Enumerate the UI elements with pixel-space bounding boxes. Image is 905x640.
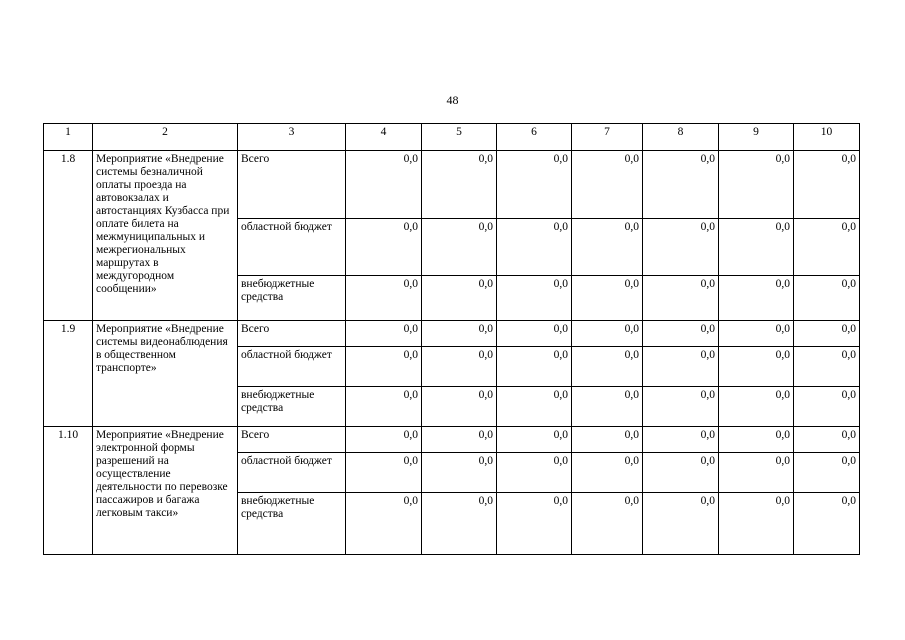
table-row [44, 151, 860, 219]
value-cell: 0,0 [643, 321, 719, 347]
source-label: Всего [238, 427, 346, 453]
header-row [44, 124, 860, 151]
value-cell: 0,0 [346, 151, 422, 219]
value-cell: 0,0 [346, 276, 422, 321]
value-cell: 0,0 [346, 493, 422, 555]
value-cell: 0,0 [346, 427, 422, 453]
value-cell: 0,0 [497, 427, 572, 453]
value-cell: 0,0 [422, 427, 497, 453]
value-cell: 0,0 [497, 151, 572, 219]
value-cell: 0,0 [346, 387, 422, 427]
item-name: Мероприятие «Внедрение системы видеонаблюдения в общественном транспорте» [93, 321, 238, 427]
value-cell: 0,0 [497, 321, 572, 347]
header-cell: 8 [643, 124, 719, 151]
item-name: Мероприятие «Внедрение системы безналичной оплаты проезда на автовокзалах и автостанциях Кузбасса при оплате билета на межмуниципальных и межрегиональных маршрутах в междугородном сообщении» [93, 151, 238, 321]
source-label: внебюджетные средства [238, 493, 346, 555]
value-cell: 0,0 [422, 276, 497, 321]
page-number: 48 [446, 93, 459, 107]
value-cell: 0,0 [794, 276, 860, 321]
value-cell: 0,0 [719, 453, 794, 493]
value-cell: 0,0 [497, 453, 572, 493]
item-number: 1.8 [44, 151, 93, 321]
value-cell: 0,0 [719, 321, 794, 347]
item-number: 1.9 [44, 321, 93, 427]
value-cell: 0,0 [346, 453, 422, 493]
source-label: Всего [238, 321, 346, 347]
header-cell: 9 [719, 124, 794, 151]
item-number: 1.10 [44, 427, 93, 555]
table-row [44, 427, 860, 453]
header-cell: 5 [422, 124, 497, 151]
header-cell: 4 [346, 124, 422, 151]
header-cell: 2 [93, 124, 238, 151]
value-cell: 0,0 [794, 219, 860, 276]
value-cell: 0,0 [572, 321, 643, 347]
value-cell: 0,0 [346, 219, 422, 276]
value-cell: 0,0 [497, 387, 572, 427]
value-cell: 0,0 [719, 219, 794, 276]
source-label: областной бюджет [238, 453, 346, 493]
value-cell: 0,0 [497, 493, 572, 555]
value-cell: 0,0 [572, 493, 643, 555]
value-cell: 0,0 [572, 453, 643, 493]
value-cell: 0,0 [643, 387, 719, 427]
value-cell: 0,0 [794, 493, 860, 555]
value-cell: 0,0 [422, 151, 497, 219]
value-cell: 0,0 [572, 387, 643, 427]
value-cell: 0,0 [422, 493, 497, 555]
value-cell: 0,0 [643, 347, 719, 387]
header-cell: 1 [44, 124, 93, 151]
value-cell: 0,0 [643, 151, 719, 219]
value-cell: 0,0 [422, 453, 497, 493]
value-cell: 0,0 [497, 276, 572, 321]
value-cell: 0,0 [719, 347, 794, 387]
value-cell: 0,0 [346, 321, 422, 347]
source-label: Всего [238, 151, 346, 219]
value-cell: 0,0 [643, 453, 719, 493]
value-cell: 0,0 [346, 347, 422, 387]
value-cell: 0,0 [794, 427, 860, 453]
value-cell: 0,0 [497, 347, 572, 387]
item-name: Мероприятие «Внедрение электронной формы разрешений на осуществление деятельности по перевозке пассажиров и багажа легковым такси» [93, 427, 238, 555]
value-cell: 0,0 [719, 387, 794, 427]
table-row [44, 321, 860, 347]
value-cell: 0,0 [719, 151, 794, 219]
value-cell: 0,0 [719, 276, 794, 321]
value-cell: 0,0 [497, 219, 572, 276]
value-cell: 0,0 [794, 453, 860, 493]
value-cell: 0,0 [643, 219, 719, 276]
source-label: внебюджетные средства [238, 276, 346, 321]
value-cell: 0,0 [572, 276, 643, 321]
value-cell: 0,0 [719, 493, 794, 555]
value-cell: 0,0 [572, 347, 643, 387]
value-cell: 0,0 [794, 347, 860, 387]
header-cell: 6 [497, 124, 572, 151]
value-cell: 0,0 [422, 347, 497, 387]
value-cell: 0,0 [572, 151, 643, 219]
header-cell: 10 [794, 124, 860, 151]
value-cell: 0,0 [719, 427, 794, 453]
value-cell: 0,0 [572, 427, 643, 453]
value-cell: 0,0 [643, 493, 719, 555]
header-cell: 3 [238, 124, 346, 151]
value-cell: 0,0 [572, 219, 643, 276]
value-cell: 0,0 [794, 151, 860, 219]
data-table [43, 123, 860, 555]
value-cell: 0,0 [643, 276, 719, 321]
value-cell: 0,0 [422, 387, 497, 427]
value-cell: 0,0 [422, 219, 497, 276]
source-label: внебюджетные средства [238, 387, 346, 427]
source-label: областной бюджет [238, 347, 346, 387]
value-cell: 0,0 [794, 387, 860, 427]
source-label: областной бюджет [238, 219, 346, 276]
header-cell: 7 [572, 124, 643, 151]
value-cell: 0,0 [794, 321, 860, 347]
value-cell: 0,0 [643, 427, 719, 453]
value-cell: 0,0 [422, 321, 497, 347]
